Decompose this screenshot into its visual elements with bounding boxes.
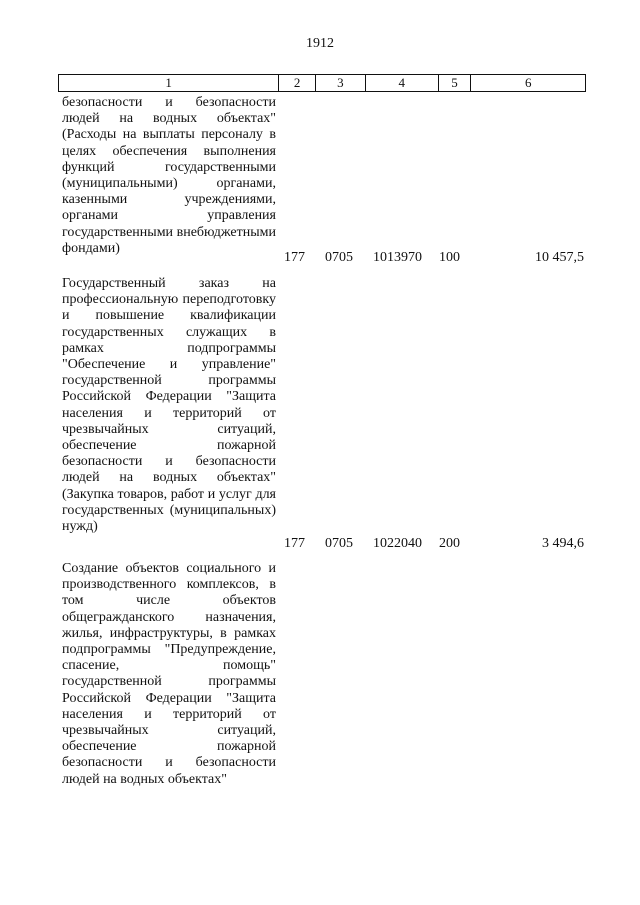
page-number: 1912 — [306, 36, 334, 51]
table-row-1-description — [62, 95, 276, 257]
header-col-2: 2 — [279, 75, 316, 91]
row-2-section: 0705 — [325, 536, 353, 551]
table-row-3-description — [62, 561, 276, 788]
header-col-3: 3 — [316, 75, 366, 91]
table-header — [58, 74, 586, 92]
row-2-text: Государственный заказ на профессиональную переподготовку и повышение квалификации государственных служащих в рамках подпрограммы "Обеспечение и управление" государственной программы Российской Федерации "Защита населения и территорий от чрезвычайных ситуаций, обеспечение пожарной безопасности и безопасности людей на водных объектах" (Закупка товаров, работ и услуг для государственных (муниципальных) нужд) — [62, 276, 276, 535]
row-1-section: 0705 — [325, 250, 353, 265]
table-row-2-description — [62, 276, 276, 535]
row-1-text: безопасности и безопасности людей на водных объектах" (Расходы на выплаты персоналу в целях обеспечения выполнения функций государственными (муниципальными) органами, казенными учреждениями, органами управления государственными внебюджетными фондами) — [62, 95, 276, 256]
row-2-sum: 3 494,6 — [542, 536, 584, 551]
row-2-item: 1022040 — [373, 536, 422, 551]
header-col-5: 5 — [439, 75, 472, 91]
row-3-text: Создание объектов социального и производственного комплексов, в том числе объектов общегражданского назначения, жилья, инфраструктуры, в рамках подпрограммы "Предупреждение, спасение, помощь" государственной программы Российской Федерации "Защита населения и территорий от чрезвычайных ситуаций, обеспечение пожарной безопасности и безопасности людей на водных объектах" — [62, 561, 276, 787]
row-2-type: 200 — [439, 536, 460, 551]
row-1-sum: 10 457,5 — [535, 250, 584, 265]
header-col-6: 6 — [524, 75, 532, 90]
header-col-4: 4 — [366, 75, 439, 91]
row-1-type: 100 — [439, 250, 460, 265]
row-1-item: 1013970 — [373, 250, 422, 265]
row-2-code: 177 — [284, 536, 305, 551]
header-col-1: 1 — [59, 75, 279, 91]
row-1-code: 177 — [284, 250, 305, 265]
